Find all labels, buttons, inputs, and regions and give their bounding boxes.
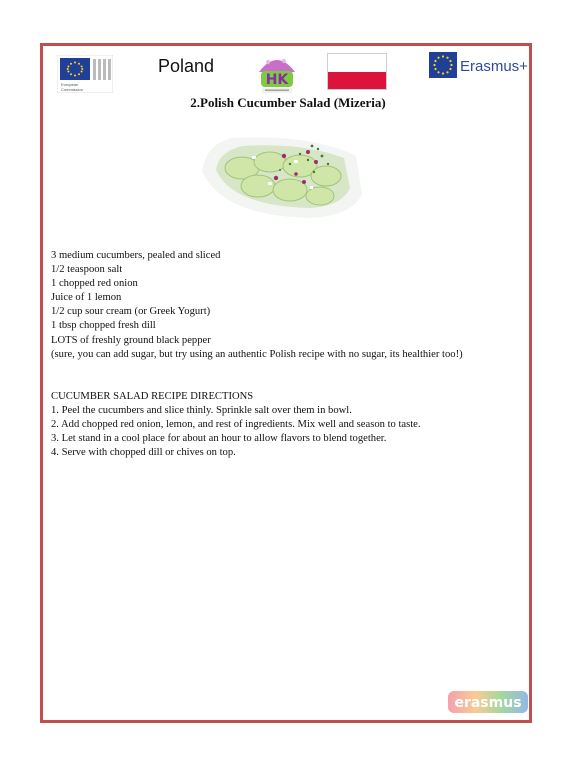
eu-stars-icon xyxy=(429,52,457,78)
ingredient-item: 1 tbsp chopped fresh dill xyxy=(51,320,156,332)
direction-step: 1. Peel the cucumbers and slice thinly. Sprinkle salt over them in bowl. xyxy=(51,405,352,417)
directions-heading: CUCUMBER SALAD RECIPE DIRECTIONS xyxy=(51,391,254,402)
ingredient-item: 1 chopped red onion xyxy=(51,278,138,290)
country-name: Poland xyxy=(158,56,215,76)
erasmus-plus-label: Erasmus+ xyxy=(460,58,528,75)
ingredient-item: 3 medium cucumbers, pealed and sliced xyxy=(51,250,221,261)
salad-photo xyxy=(192,116,364,226)
direction-step: 4. Serve with chopped dill or chives on top. xyxy=(51,447,236,459)
eu-logo-text-1: European xyxy=(61,82,79,87)
svg-text:HK: HK xyxy=(265,72,289,88)
ingredient-item: 1/2 teaspoon salt xyxy=(51,264,123,276)
poland-flag xyxy=(327,53,387,90)
erasmus-logo-text: erasmus xyxy=(454,695,522,711)
recipe-title: 2.Polish Cucumber Salad (Mizeria) xyxy=(190,95,386,110)
ingredient-item: LOTS of freshly ground black pepper xyxy=(51,334,211,346)
eu-logo-text-2: Commission xyxy=(61,87,84,92)
ingredients-list xyxy=(51,249,463,362)
direction-step: 3. Let stand in a cool place for about an hour to allow flavors to blend together. xyxy=(51,433,387,445)
ingredient-item: 1/2 cup sour cream (or Greek Yogurt) xyxy=(51,306,211,318)
erasmus-logo xyxy=(447,689,529,715)
eu-commission-logo xyxy=(57,55,113,93)
directions-section xyxy=(51,390,421,460)
ingredient-item: Juice of 1 lemon xyxy=(51,292,122,304)
direction-step: 2. Add chopped red onion, lemon, and rest of ingredients. Mix well and season to taste. xyxy=(51,419,421,431)
ingredient-note: (sure, you can add sugar, but try using an authentic Polish recipe with no sugar, its healthier too!) xyxy=(51,348,463,360)
erasmus-plus-logo xyxy=(429,52,529,82)
project-logo xyxy=(256,52,298,96)
